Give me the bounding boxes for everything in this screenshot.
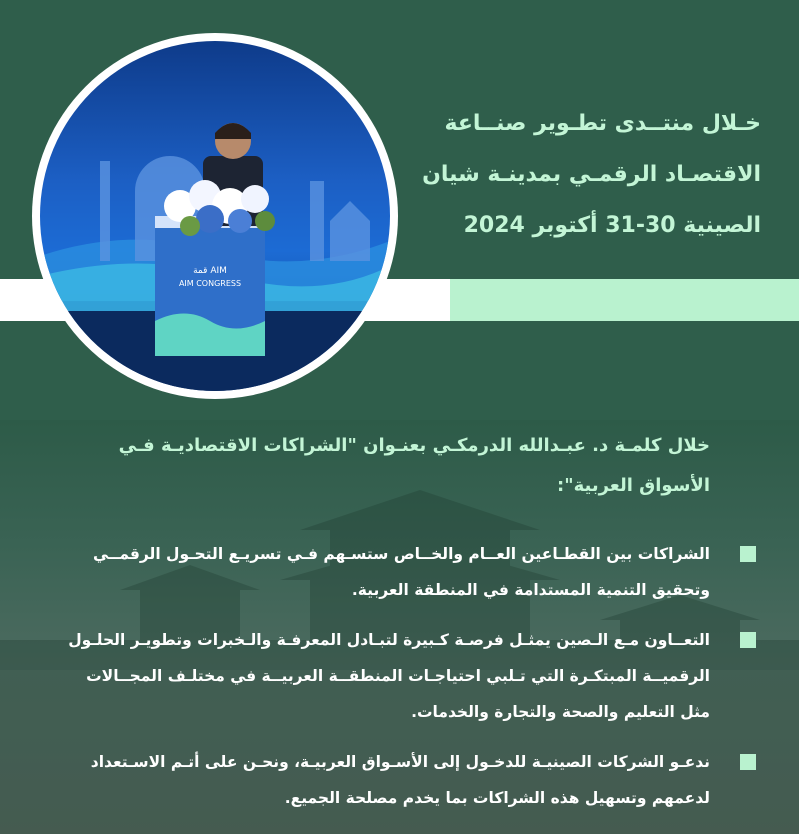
- bullet-line: وتحقيق التنمية المستدامة في المنطقة العربية.: [351, 581, 710, 599]
- bullet-square-icon: [740, 546, 756, 562]
- speaker-photo: [40, 41, 390, 391]
- bullet-line: مثل التعليم والصحة والتجارة والخدمات.: [411, 703, 710, 721]
- bullet-line: الرقميــة المبتكـرة التي تـلبي احتياجـات المنطقــة العربيــة في مختلـف المجــالات: [86, 667, 710, 685]
- bullet-item: [60, 744, 760, 816]
- speech-intro: [70, 426, 710, 506]
- mint-accent-band: [450, 279, 799, 321]
- bullet-line: ندعـو الشركات الصينيـة للدخـول إلى الأسـواق العربيـة، ونحـن على أتـم الاسـتعداد: [90, 753, 710, 771]
- bullet-item: [60, 622, 760, 730]
- bullet-line: الشراكات بين القطـاعين العــام والخــاص ستسـهم فـي تسريـع التحـول الرقمــي: [93, 545, 710, 563]
- headline-line: الاقتصـاد الرقمـي بمدينـة شيان: [422, 162, 761, 187]
- bullet-square-icon: [740, 632, 756, 648]
- headline-line: خـلال منتــدى تطـوير صنــاعة: [444, 111, 761, 136]
- headline: [401, 98, 761, 251]
- bullet-square-icon: [740, 754, 756, 770]
- bullet-line: التعــاون مـع الـصين يمثـل فرصـة كـبيرة لتبـادل المعرفـة والـخبرات وتطويـر الحلـول: [68, 631, 710, 649]
- stage-illustration: [40, 41, 390, 391]
- bullet-line: لدعمهم وتسهيل هذه الشراكات بما يخدم مصلحة الجميع.: [284, 789, 710, 807]
- headline-line: الصينية 30-31 أكتوبر 2024: [463, 213, 761, 238]
- intro-line: الأسواق العربية":: [557, 475, 710, 496]
- podium-logo-ar: ﻗﻤﺔ AIM: [193, 266, 227, 276]
- podium-logo-en: AIM CONGRESS: [178, 279, 242, 288]
- intro-line: خلال كلمـة د. عبـدالله الدرمكـي بعنـوان "الشراكات الاقتصاديـة فـي: [118, 435, 710, 456]
- bullet-item: [60, 536, 760, 608]
